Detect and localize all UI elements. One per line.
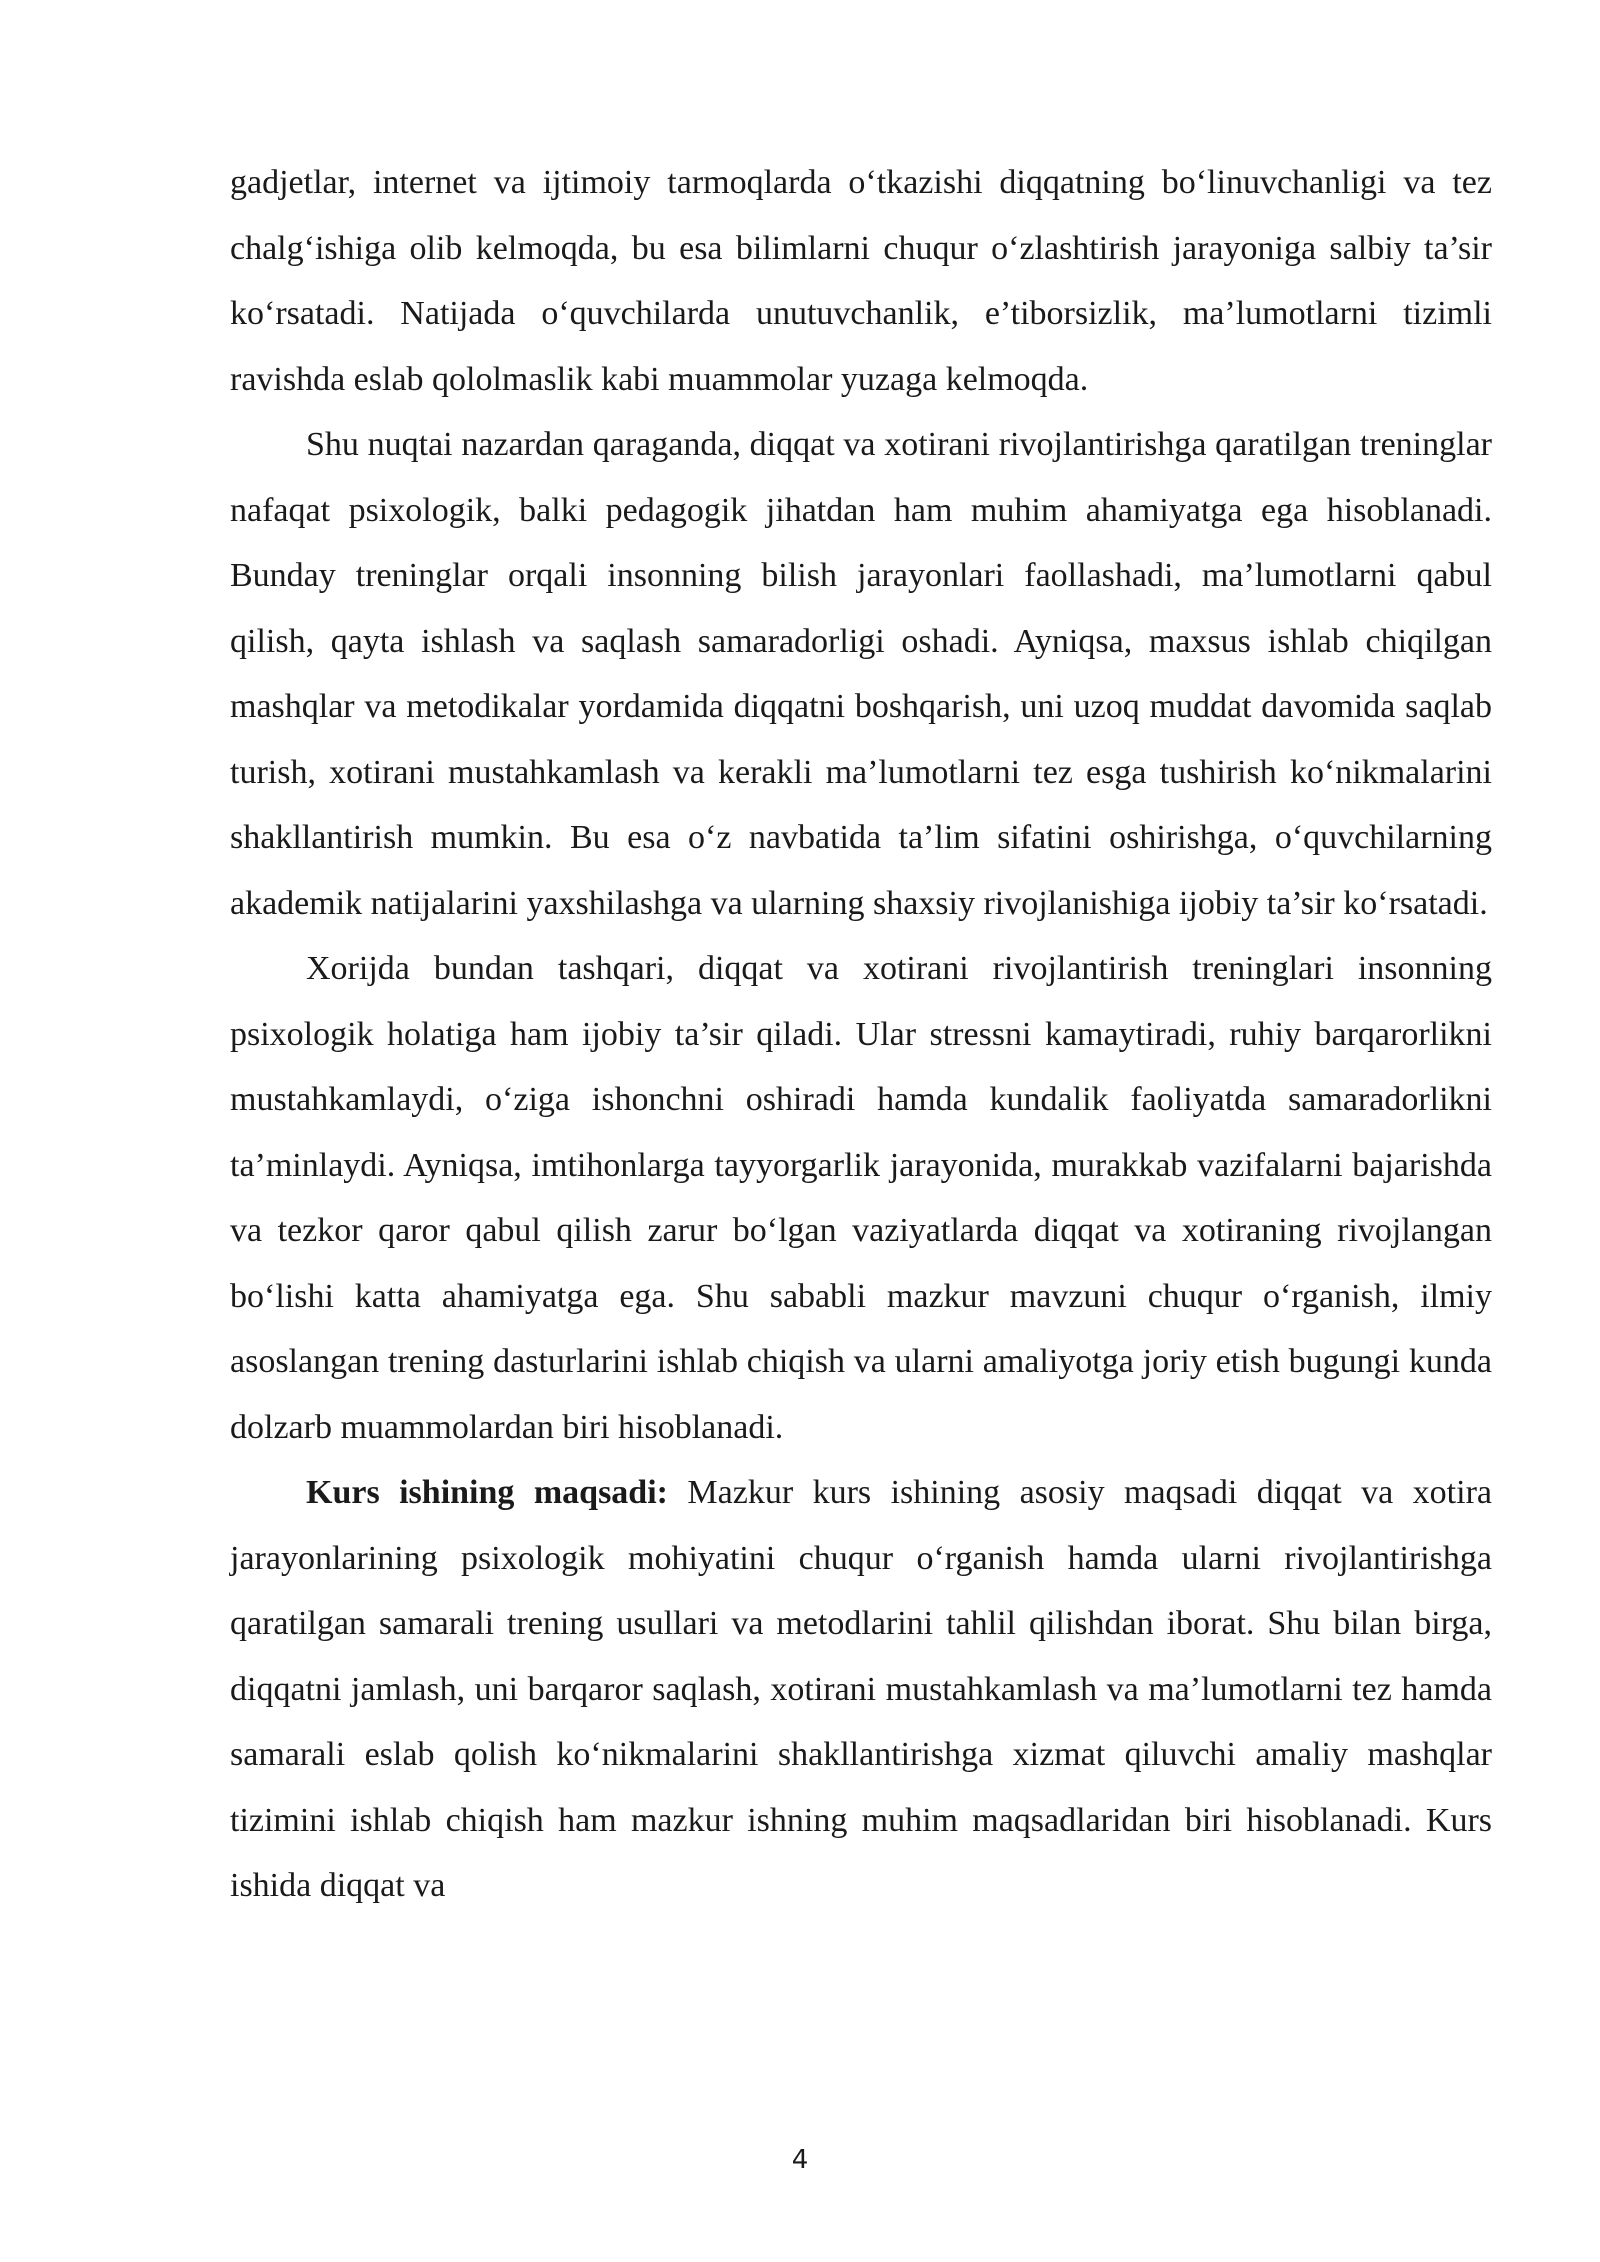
body-text (230, 150, 1492, 1919)
paragraph-1-text: gadjetlar, internet va ijtimoiy tarmoqlarda o‘tkazishi diqqatning bo‘linuvchanligi va tez chalg‘ishiga olib kelmoqda, bu esa bilimlarni chuqur o‘zlashtirish jarayoniga salbiy ta’sir ko‘rsatadi. Natijada o‘quvchilarda unutuvchanlik, e’tiborsizlik, ma’lumotlarni tizimli ravishda eslab qololmaslik kabi muammolar yuzaga kelmoqda. (230, 164, 1492, 398)
page-number: 4 (791, 2145, 809, 2175)
paragraph-4 (230, 1460, 1492, 1919)
paragraph-2-text: Shu nuqtai nazardan qaraganda, diqqat va xotirani rivojlantirishga qaratilgan treninglar nafaqat psixologik, balki pedagogik jihatdan ham muhim ahamiyatga ega hisoblanadi. Bunday treninglar orqali insonning bilish jarayonlari faollashadi, ma’lumotlarni qabul qilish, qayta ishlash va saqlash samaradorligi oshadi. Ayniqsa, maxsus ishlab chiqilgan mashqlar va metodikalar yordamida diqqatni boshqarish, uni uzoq muddat davomida saqlab turish, xotirani mustahkamlash va kerakli ma’lumotlarni tez esga tushirish ko‘nikmalarini shakllantirish mumkin. Bu esa o‘z navbatida ta’lim sifatini oshirishga, o‘quvchilarning akademik natijalarini yaxshilashga va ularning shaxsiy rivojlanishiga ijobiy ta’sir ko‘rsatadi. (230, 426, 1492, 922)
paragraph-2 (230, 412, 1492, 936)
paragraph-3 (230, 936, 1492, 1460)
paragraph-4-label: Kurs ishining maqsadi: (306, 1474, 668, 1511)
paragraph-3-text: Xorijda bundan tashqari, diqqat va xotirani rivojlantirish treninglari insonning psixologik holatiga ham ijobiy ta’sir qiladi. Ular stressni kamaytiradi, ruhiy barqarorlikni mustahkamlaydi, o‘ziga ishonchni oshiradi hamda kundalik faoliyatda samaradorlikni ta’minlaydi. Ayniqsa, imtihonlarga tayyorgarlik jarayonida, murakkab vazifalarni bajarishda va tezkor qaror qabul qilish zarur bo‘lgan vaziyatlarda diqqat va xotiraning rivojlangan bo‘lishi katta ahamiyatga ega. Shu sababli mazkur mavzuni chuqur o‘rganish, ilmiy asoslangan trening dasturlarini ishlab chiqish va ularni amaliyotga joriy etish bugungi kunda dolzarb muammolardan biri hisoblanadi. (230, 950, 1492, 1446)
paragraph-1 (230, 150, 1492, 412)
paragraph-4-text: Mazkur kurs ishining asosiy maqsadi diqqat va xotira jarayonlarining psixologik mohiyatini chuqur o‘rganish hamda ularni rivojlantirishga qaratilgan samarali trening usullari va metodlarini tahlil qilishdan iborat. Shu bilan birga, diqqatni jamlash, uni barqaror saqlash, xotirani mustahkamlash va ma’lumotlarni tez hamda samarali eslab qolish ko‘nikmalarini shakllantirishga xizmat qiluvchi amaliy mashqlar tizimini ishlab chiqish ham mazkur ishning muhim maqsadlaridan biri hisoblanadi. Kurs ishida diqqat va (230, 1474, 1492, 1904)
